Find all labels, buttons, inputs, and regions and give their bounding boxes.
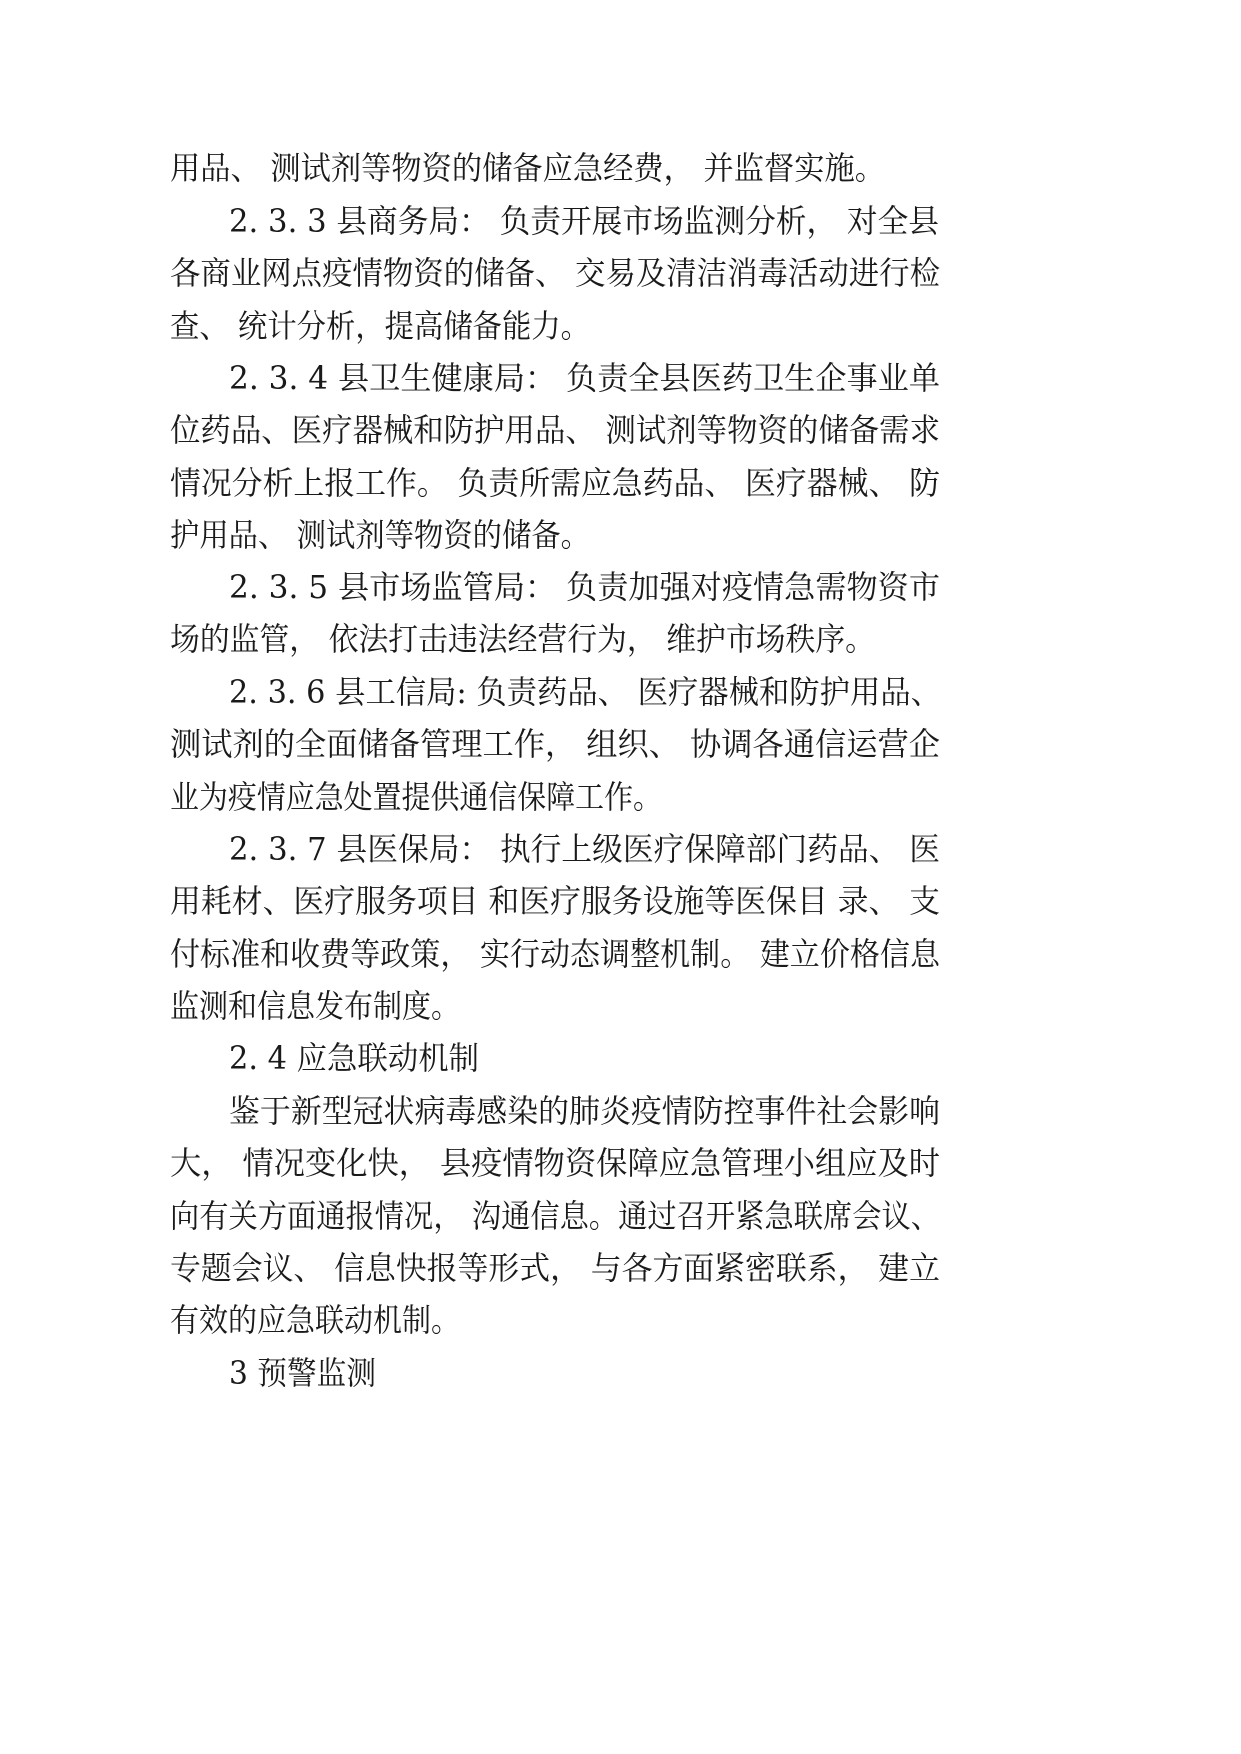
line-text: 2. 4 应急联动机制 xyxy=(229,1039,479,1077)
section-heading xyxy=(0,1038,1241,1098)
line-text: 位药品、医疗器械和防护用品、 测试剂等物资的储备需求 xyxy=(170,411,940,449)
line-text: 场的监管， 依法打击违法经营行为， 维护市场秩序。 xyxy=(170,620,875,658)
text-line xyxy=(0,1091,1241,1151)
line-text: 大， 情况变化快， 县疫情物资保障应急管理小组应及时 xyxy=(170,1144,940,1182)
line-text: 向有关方面通报情况， 沟通信息。通过召开紧急联席会议、 xyxy=(170,1197,940,1235)
text-line xyxy=(0,619,1241,679)
line-text: 2. 3. 3 县商务局： 负责开展市场监测分析， 对全县 xyxy=(229,202,939,240)
line-text: 业为疫情应急处置提供通信保障工作。 xyxy=(170,778,662,816)
line-text: 2. 3. 7 县医保局： 执行上级医疗保障部门药品、 医 xyxy=(229,830,940,868)
text-line xyxy=(0,201,1241,261)
line-text: 用耗材、医疗服务项目 和医疗服务设施等医保目 录、 支 xyxy=(170,882,940,920)
line-text: 用品、 测试剂等物资的储备应急经费， 并监督实施。 xyxy=(170,149,885,187)
line-text: 专题会议、 信息快报等形式， 与各方面紧密联系， 建立 xyxy=(170,1249,940,1287)
line-text: 护用品、 测试剂等物资的储备。 xyxy=(170,516,590,554)
text-line xyxy=(0,934,1241,994)
text-line xyxy=(0,724,1241,784)
text-line xyxy=(0,148,1241,208)
line-text: 查、 统计分析，提高储备能力。 xyxy=(170,307,590,345)
section-heading xyxy=(0,1353,1241,1413)
line-text: 测试剂的全面储备管理工作， 组织、 协调各通信运营企 xyxy=(170,725,940,763)
text-line xyxy=(0,515,1241,575)
text-line xyxy=(0,986,1241,1046)
line-text: 2. 3. 6 县工信局: 负责药品、 医疗器械和防护用品、 xyxy=(229,673,941,711)
text-line xyxy=(0,567,1241,627)
text-line xyxy=(0,463,1241,523)
text-line xyxy=(0,881,1241,941)
line-text: 3 预警监测 xyxy=(229,1354,376,1392)
text-line xyxy=(0,1143,1241,1203)
line-text: 有效的应急联动机制。 xyxy=(170,1301,460,1339)
text-line xyxy=(0,1196,1241,1256)
line-text: 2. 3. 4 县卫生健康局： 负责全县医药卫生企事业单 xyxy=(229,359,940,397)
text-line xyxy=(0,1300,1241,1360)
text-line xyxy=(0,1248,1241,1308)
line-text: 鉴于新型冠状病毒感染的肺炎疫情防控事件社会影响 xyxy=(229,1092,940,1130)
line-text: 付标准和收费等政策， 实行动态调整机制。 建立价格信息 xyxy=(170,935,940,973)
text-line xyxy=(0,253,1241,313)
text-line xyxy=(0,672,1241,732)
text-line xyxy=(0,358,1241,418)
text-line xyxy=(0,777,1241,837)
text-line xyxy=(0,306,1241,366)
line-text: 情况分析上报工作。 负责所需应急药品、 医疗器械、 防 xyxy=(170,464,940,502)
text-line xyxy=(0,829,1241,889)
line-text: 2. 3. 5 县市场监管局： 负责加强对疫情急需物资市 xyxy=(229,568,940,606)
line-text: 各商业网点疫情物资的储备、 交易及清洁消毒活动进行检 xyxy=(170,254,940,292)
text-line xyxy=(0,410,1241,470)
line-text: 监测和信息发布制度。 xyxy=(170,987,460,1025)
